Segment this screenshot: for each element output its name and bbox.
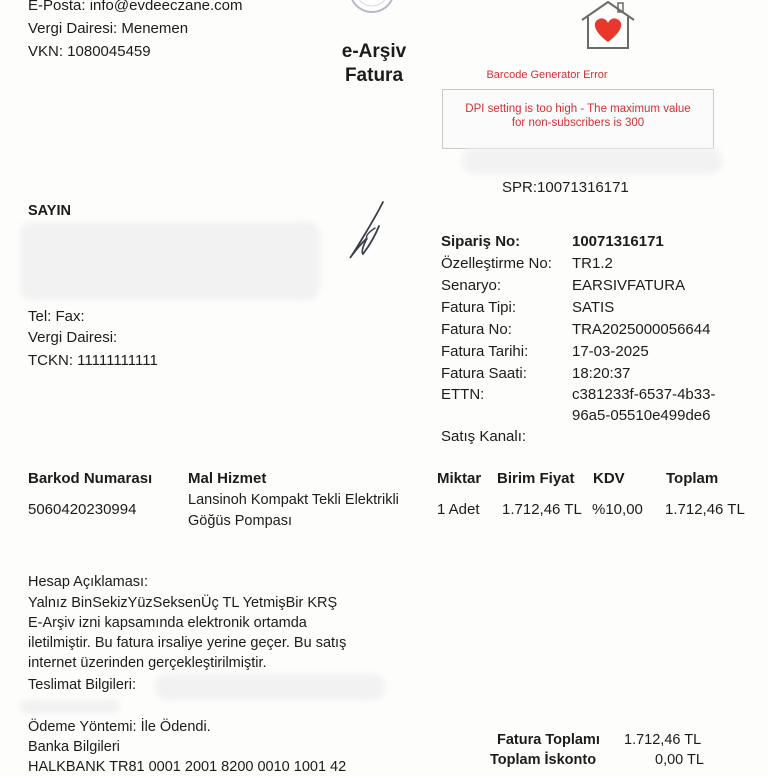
total-discount-value: 0,00 TL	[655, 752, 704, 768]
delivery-info-label: Teslimat Bilgileri:	[28, 677, 136, 693]
order-no-value: 10071316171	[572, 233, 664, 250]
buyer-tel-fax: Tel: Fax:	[28, 308, 85, 325]
signature-icon	[345, 198, 390, 263]
customization-no-label: Özelleştirme No:	[441, 255, 552, 272]
invoice-total-value: 1.712,46 TL	[624, 732, 702, 748]
invoice-no-value: TRA2025000056644	[572, 321, 711, 338]
redaction	[462, 148, 722, 174]
barcode-error-msg-line2: for non-subscribers is 300	[511, 117, 645, 129]
buyer-tax-office: Vergi Dairesi:	[28, 329, 118, 346]
seller-email: E-Posta: info@evdeeczane.com	[28, 0, 243, 14]
scenario-value: EARSIVFATURA	[572, 277, 686, 294]
amount-in-words: Yalnız BinSekizYüzSeksenÜç TL YetmişBir KRŞ	[28, 595, 338, 611]
spr-number: SPR:10071316171	[502, 179, 629, 196]
invoice-time-label: Fatura Saati:	[441, 365, 527, 382]
col-header-total: Toplam	[666, 470, 719, 487]
barcode-error-title: Barcode Generator Error	[486, 69, 608, 81]
note-line2: iletilmiştir. Bu fatura irsaliye yerine geçer. Bu satış	[28, 635, 347, 651]
doc-title-line1: e-Arşiv	[341, 41, 407, 62]
row-barcode: 5060420230994	[28, 501, 137, 518]
col-header-barcode: Barkod Numarası	[28, 470, 153, 487]
account-label: Hesap Açıklaması:	[28, 574, 149, 590]
payment-method: Ödeme Yöntemi: İle Ödendi.	[28, 719, 211, 735]
invoice-date-label: Fatura Tarihi:	[441, 343, 529, 360]
ettn-value-line2: 96a5-05510e499de6	[572, 407, 711, 424]
invoice-no-label: Fatura No:	[441, 321, 512, 338]
total-discount-label: Toplam İskonto	[490, 752, 597, 768]
redaction	[155, 674, 385, 700]
note-line1: E-Arşiv izni kapsamında elektronik ortamda	[28, 615, 307, 631]
seller-tax-office: Vergi Dairesi: Menemen	[28, 20, 189, 37]
buyer-tckn: TCKN: 11111111111	[28, 352, 158, 369]
row-qty: 1 Adet	[437, 501, 480, 518]
row-unit-price: 1.712,46 TL	[502, 501, 582, 518]
invoice-type-value: SATIS	[572, 299, 615, 316]
ettn-value-line1: c381233f-6537-4b33-	[572, 386, 716, 403]
redaction	[20, 700, 120, 714]
invoice-type-label: Fatura Tipi:	[441, 299, 517, 316]
doc-title-line2: Fatura	[344, 65, 404, 86]
redaction	[20, 222, 320, 300]
row-item-line1: Lansinoh Kompakt Tekli Elektrikli	[188, 492, 399, 508]
sales-channel-label: Satış Kanalı:	[441, 428, 527, 445]
barcode-error-msg-line1: DPI setting is too high - The maximum value	[465, 103, 691, 115]
invoice-date-value: 17-03-2025	[572, 343, 649, 360]
col-header-unit-price: Birim Fiyat	[497, 470, 575, 487]
buyer-heading: SAYIN	[28, 203, 71, 219]
col-header-qty: Miktar	[437, 470, 482, 487]
row-item-line2: Göğüs Pompası	[188, 513, 292, 529]
scenario-label: Senaryo:	[441, 277, 502, 294]
row-vat: %10,00	[592, 501, 643, 518]
row-total: 1.712,46 TL	[665, 501, 745, 518]
bank-iban: HALKBANK TR81 0001 2001 8200 0010 1001 42	[28, 759, 347, 775]
customization-no-value: TR1.2	[572, 255, 613, 272]
invoice-total-label: Fatura Toplamı	[497, 732, 600, 748]
col-header-item: Mal Hizmet	[188, 470, 267, 487]
seal-logo-icon	[342, 0, 402, 18]
order-no-label: Sipariş No:	[441, 233, 521, 250]
barcode-error-box	[442, 89, 714, 149]
note-line3: internet üzerinden gerçekleştirilmiştir.	[28, 655, 267, 671]
bank-info-label: Banka Bilgileri	[28, 739, 120, 755]
col-header-vat: KDV	[593, 470, 625, 487]
house-heart-icon	[579, 0, 637, 52]
seller-vkn: VKN: 1080045459	[28, 43, 151, 60]
ettn-label: ETTN:	[441, 386, 485, 403]
invoice-time-value: 18:20:37	[572, 365, 631, 382]
